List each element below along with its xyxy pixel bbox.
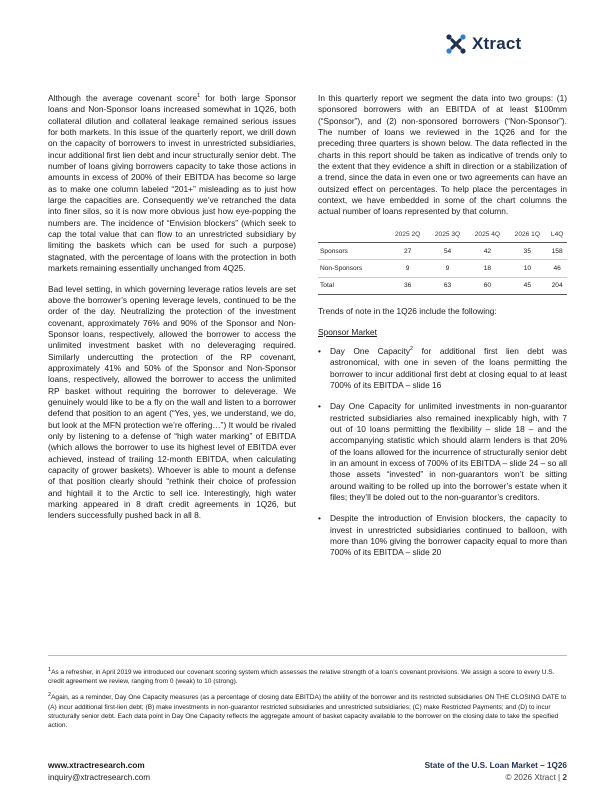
table-cell: 36 bbox=[388, 277, 428, 294]
footer-contact bbox=[48, 760, 150, 784]
table-header-cell: 2025 4Q bbox=[467, 227, 507, 243]
footer-separator: | bbox=[558, 773, 561, 782]
table-header-cell bbox=[318, 227, 388, 243]
paragraph-segment-intro: In this quarterly report we segment the data into two groups: (1) sponsored borrowers with an EBITDA of at least $100mm (“Sponsor”), and (2) non-sponsored borrowers (“Non-Sponsor”). The number of loans we reviewed in the 1Q26 and for the preceding three quarters is shown below. The data reflected in the charts in this report should be taken as indicative of trends only to the extent that they evidence a shift in direction or a stabilization of a trend, since the data in even one or two agreements can have an outsized effect on percentages. To help place the percentages in context, we have embedded in some of the chart columns the actual number of loans represented by that column. bbox=[318, 93, 567, 217]
table-cell: 9 bbox=[428, 260, 468, 277]
table-row-sponsors bbox=[318, 243, 567, 260]
table-header-cell: 2025 3Q bbox=[428, 227, 468, 243]
email-link[interactable]: inquiry@xtractresearch.com bbox=[48, 773, 151, 782]
table-cell: 35 bbox=[507, 243, 547, 260]
table-cell: 60 bbox=[467, 277, 507, 294]
table-header-cell: 2026 1Q bbox=[507, 227, 547, 243]
brand-name: Xtract bbox=[472, 34, 522, 53]
trend-bullet-list bbox=[318, 346, 567, 559]
left-column bbox=[48, 93, 296, 531]
footnote-2: $^2$Again, as a reminder, Day One Capacity measures (as a percentage of closing date EBITDA) the ability of the borrower and its restricted subsidiaries ON THE CLOSING DATE to (A) incur additional first-lien debt; (B) make investments in non-guarantor restricted subsidiaries and unrestricted subsidiaries; (C) make Restricted Payments; and (D) to incur structurally senior debt. Each data point in Day One Capacity reflects the aggregate amount of basket capacity available to the borrower on the closing date to take the specified action. bbox=[48, 692, 567, 730]
table-cell: 54 bbox=[428, 243, 468, 260]
table-header-cell: L4Q bbox=[547, 227, 567, 243]
paragraph-covenant-overview: Although the average covenant score$^1$ for both large Sponsor loans and Non-Sponsor loans increased somewhat in 1Q26, both collateral dilution and collateral leakage remained serious issues for both markets. In this issue of the quarterly report, we drill down on the capacity of borrowers to invest in unrestricted subsidiaries, incur additional first lien debt and incur structurally senior debt. The number of loans giving borrowers capacity to take those actions in amounts in excess of 200% of their EBITDA has become so large as to make one column labeled “201+” misleading as to just how large the capacities are. Consequently we’ve retranched the data into finer silos, so it is now more obvious just how eye-popping the numbers are. The incidence of “Envision blockers” (which seek to cap the total value that can flow to an unrestricted subsidiary by limiting the baskets which can be used for such a purpose) stagnated, with the percentage of loans with the protection in both markets remaining essentially unchanged from 4Q25. bbox=[48, 93, 296, 274]
report-title: State of the U.S. Loan Market – 1Q26 bbox=[424, 761, 567, 770]
table-cell: 27 bbox=[388, 243, 428, 260]
footnotes bbox=[48, 668, 567, 737]
table-header-row bbox=[318, 227, 567, 243]
table-cell: 46 bbox=[547, 260, 567, 277]
footnote-marker: 1 bbox=[197, 93, 201, 100]
row-label: Total bbox=[318, 277, 388, 294]
table-cell: 42 bbox=[467, 243, 507, 260]
footnote-marker: 2 bbox=[410, 346, 414, 353]
footnote-marker: 1 bbox=[48, 666, 52, 673]
table-cell: 9 bbox=[388, 260, 428, 277]
section-heading-sponsor-market: Sponsor Market bbox=[318, 326, 377, 337]
footnote-divider bbox=[48, 655, 567, 656]
right-column bbox=[318, 93, 567, 569]
list-item: • Day One Capacity for unlimited investments in non-guarantor restricted subsidiaries also remained inexplicably high, with 7 out of 10 loans permitting the flexibility – slide 18 – and the accompanying statistic which should alarm lenders is that 20% of the loans allowed for the incurrence of structurally senior debt in an amount in excess of 700% of its EBITDA – slide 24 – so all those assets “invested” in non-guarantors won’t be sitting around waiting to be rolled up into the borrower’s estate when it files; they’ll be doled out to the non-guarantor’s creditors. bbox=[318, 401, 567, 503]
page-footer bbox=[48, 760, 567, 788]
loan-count-table bbox=[318, 227, 567, 295]
paragraph-level-setting: Bad level setting, in which governing leverage ratios levels are set above the borrower’s opening leverage levels, continued to be the order of the day. Neutralizing the protection of the investment covenant, approximately 76% and 90% of the Sponsor and Non-Sponsor loans, respectively, allowed the borrower to access the unlimited investment basket with no deleveraging required. Similarly undercutting the protection of the RP covenant, approximately 41% and 50% of the Sponsor and Non-Sponsor loans, respectively, allowed the borrower to access the unlimited RP basket without requiring the borrower to deleverage. We genuinely would like to be a fly on the wall and listen to a borrower defend that position to an agent (“Yes, yes, we understand, we do, but look at the MFN protection we’re offering…”) It would be rivaled only by listening to a defense of “high water marking” of EBITDA (which allows the borrower to use its highest level of EBITDA ever achieved, instead of trailing 12-month EBITDA, when calculating capacity of grower baskets). Whoever is able to mount a defense of that position clearly should “rethink their choice of profession and hightail it to the Arctic to sell ice. Interestingly, high water marking appeared in 8 draft credit agreements in 1Q26, but lenders successfully pushed back in all 8. bbox=[48, 283, 296, 521]
row-label: Sponsors bbox=[318, 243, 388, 260]
copyright-line bbox=[425, 772, 567, 784]
copyright-text: © 2026 Xtract bbox=[505, 773, 556, 782]
row-label: Non-Sponsors bbox=[318, 260, 388, 277]
brand-logo bbox=[446, 34, 521, 54]
list-item: • Despite the introduction of Envision blockers, the capacity to invest in unrestricted subsidiaries continued to balloon, with more than 10% giving the borrower capacity equal to more than 700% of its EBITDA – slide 20 bbox=[318, 513, 567, 558]
xtract-logo-icon bbox=[446, 34, 466, 54]
trends-intro: Trends of note in the 1Q26 include the following: bbox=[318, 306, 497, 317]
table-cell: 204 bbox=[547, 277, 567, 294]
table-row-non-sponsors bbox=[318, 260, 567, 277]
table-cell: 18 bbox=[467, 260, 507, 277]
table-row-total bbox=[318, 277, 567, 294]
footer-report-info bbox=[425, 760, 567, 784]
footnote-marker: 2 bbox=[48, 692, 52, 699]
table-cell: 45 bbox=[507, 277, 547, 294]
list-item: • Day One Capacity$^2$ for additional first lien debt was astronomical, with one in seven of the loans permitting the borrower to incur additional first debt at closing equal to at least 700% of its EBITDA – slide 16 bbox=[318, 346, 567, 391]
website-link[interactable]: www.xtractresearch.com bbox=[48, 761, 145, 770]
table-cell: 158 bbox=[547, 243, 567, 260]
table-cell: 63 bbox=[428, 277, 468, 294]
table-header-cell: 2025 2Q bbox=[388, 227, 428, 243]
page-number: 2 bbox=[562, 773, 567, 782]
table-cell: 10 bbox=[507, 260, 547, 277]
footnote-1: $^1$As a refresher, in April 2019 we introduced our covenant scoring system which assesses the relative strength of a loan’s covenant provisions. We assign a score to every U.S. credit agreement we review, ranging from 0 (weak) to 10 (strong). bbox=[48, 666, 555, 686]
